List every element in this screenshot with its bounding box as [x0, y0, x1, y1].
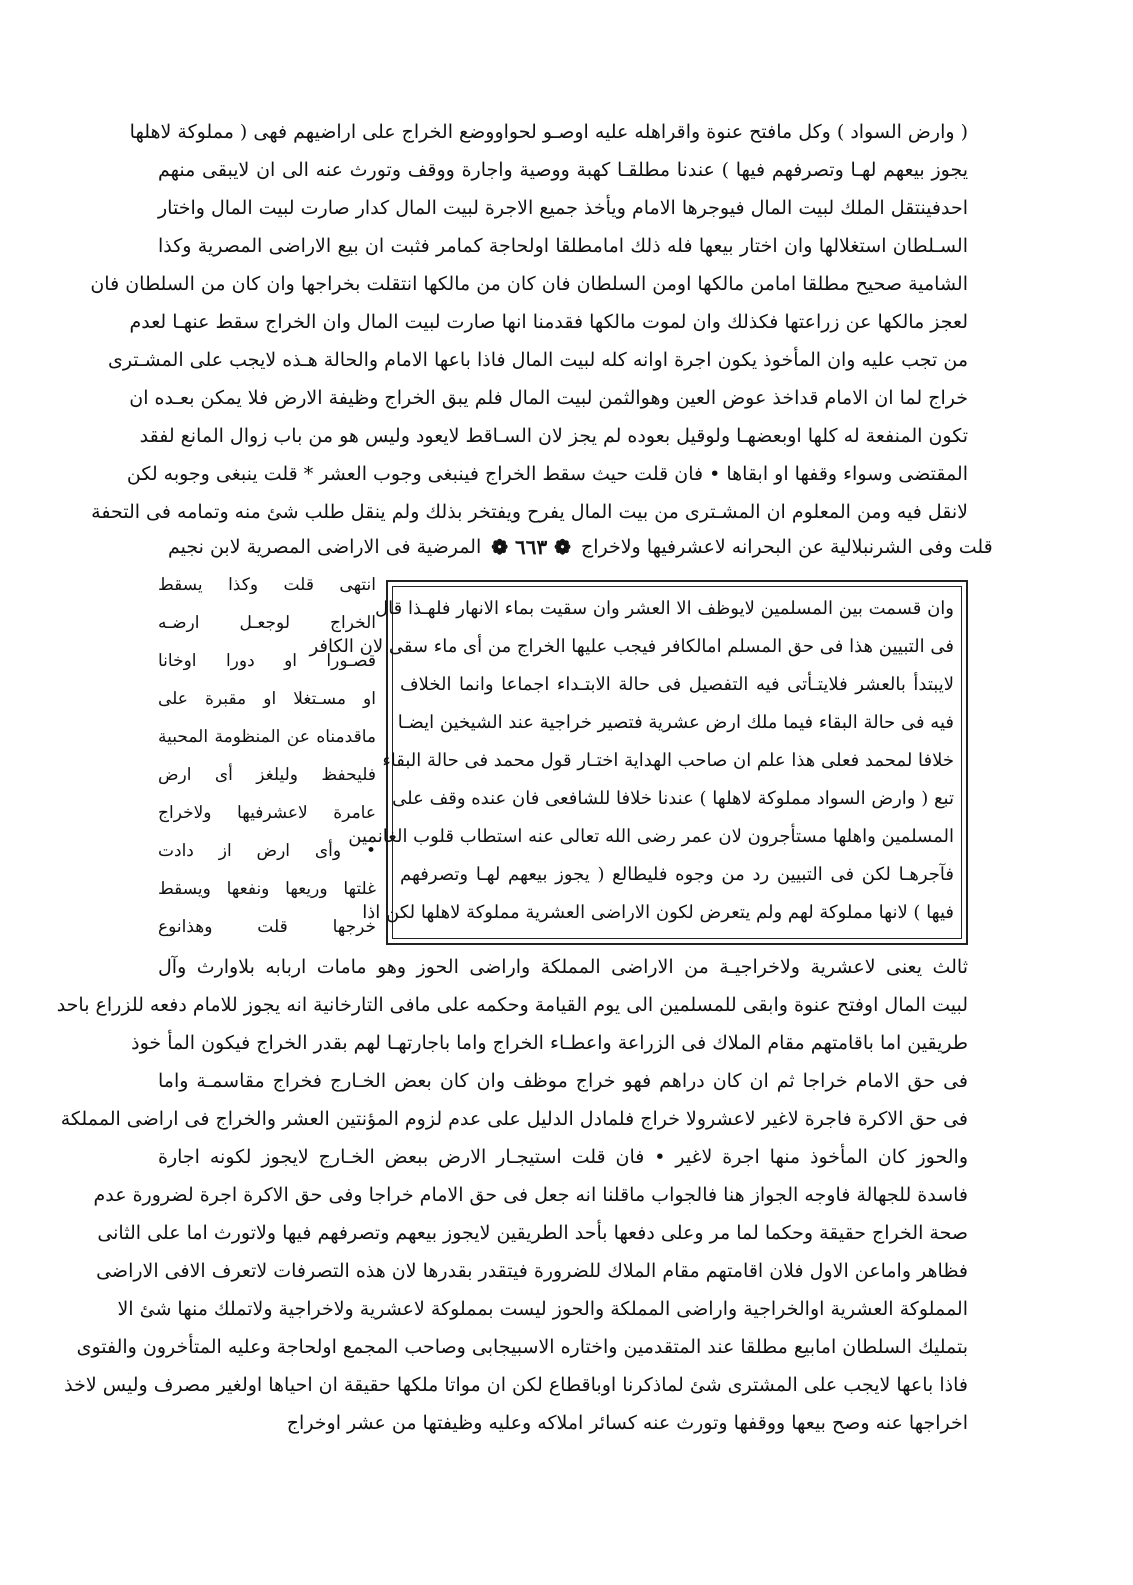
main-text-line: خراج لما ان الامام قداخذ عوض العين وهوالثمن لبيت المال فلم يبق الخراج وظيفة الارض فلا يمكن بعـده ان — [129, 387, 968, 409]
main-text-line: السـلطان استغلالها وان اختار بيعها فله ذلك امامطلقا اولحاجة كمامر فثبت ان بيع الاراضى المصرية وكذا — [158, 235, 968, 257]
main-text-line: المقتضى وسواء وقفها او ابقاها • فان قلت حيث سقط الخراج فينبغى وجوب العشر * قلت ينبغى وجوبه لكن — [126, 463, 968, 485]
page-number — [481, 530, 581, 564]
ornament-icon: ❁ — [547, 535, 571, 559]
main-text-line: والحوز كان المأخوذ منها اجرة لاغير • فان قلت استيجـار الارض ببعض الخـارج لايجوز لكونه اجارة — [158, 1146, 968, 1168]
side-text-line: خرجها قلت وهذانوع — [158, 917, 376, 937]
main-text-line: لبيت المال اوفتح عنوة وابقى للمسلمين الى يوم القيامة وحكمه على مافى التارخانية انه يجوز للامام دفعه للزراع باحد — [56, 994, 968, 1016]
side-text-line: انتهى قلت وكذا يسقط — [158, 575, 376, 595]
main-text-line: فظاهر واماعن الاول فلان اقامتهم مقام الملاك للضرورة فيتقدر بقدرها لان هذه التصرفات لاتعرف الافى الاراضى — [96, 1260, 968, 1282]
gloss-text-line: فيها ) لانها مملوكة لهم ولم يتعرض لكون الاراضى العشرية مملوكة لاهلها لكن اذا — [362, 902, 954, 923]
gloss-text-line: تبع ( وارض السواد مملوكة لاهلها ) عندنا خلافا للشافعى فان عنده وقف على — [392, 788, 954, 809]
main-text-line: الشامية صحيح مطلقا امامن مالكها اومن السلطان فان كان من مالكها انتقلت بخراجها وان كان من السلطان فان — [90, 273, 968, 295]
main-text-line: احدفينتقل الملك لبيت المال فيوجرها الامام ويأخذ جميع الاجرة لبيت المال كدار صارت لبيت المال واختار — [158, 197, 968, 219]
gloss-text-line: فى التبيين هذا فى حق المسلم امالكافر فيجب عليها الخراج من أى ماء سقى لان الكافر — [309, 636, 954, 657]
page-number-value: ٦٦٣ — [514, 535, 548, 559]
ornament-icon: ❁ — [491, 535, 515, 559]
side-text-line: الخراج لوجعـل ارضـه — [158, 613, 376, 633]
main-text-line: فاذا باعها لايجب على المشترى شئ لماذكرنا اوباقطاع لكن ان مواتا ملكها حقيقة ان احياها اولغير مصرف وليس لاخذ — [64, 1374, 968, 1396]
main-text-line: المملوكة العشرية اوالخراجية واراضى المملكة والحوز ليست بمملوكة لاعشرية ولاخراجية ولاتملك منها شئ الا — [117, 1298, 968, 1320]
main-text-line: من تجب عليه وان المأخوذ يكون اجرة اوانه كله لبيت المال فاذا باعها الامام والحالة هـذه لايجب على المشـترى — [107, 349, 968, 371]
gloss-text-line: المسلمين واهلها مستأجرون لان عمر رضى الله تعالى عنه استطاب قلوب الغانمين — [348, 826, 954, 847]
page-number-line — [158, 530, 993, 566]
main-text-line: لعجز مالكها عن زراعتها فكذلك وان لموت مالكها فقدمنا انها صارت لبيت المال وان الخراج سقط عنهـا لعدم — [129, 311, 968, 333]
main-text-line: بتمليك السلطان امابيع مطلقا عند المتقدمين واختاره الاسبيجابى وصاحب المجمع اولحاجة وعليه المتأخرون والفتوى — [76, 1336, 968, 1358]
main-text-line: يجوز بيعهم لهـا وتصرفهم فيها ) عندنا مطلقـا كهبة ووصية واجارة ووقف وتورث عنه الى ان لايبقى منهم — [158, 159, 968, 181]
main-text-line: فى حق الاكرة فاجرة لاغير لاعشرولا خراج فلمادل الدليل على عدم لزوم المؤنتين العشر والخراج فى اراضى المملكة — [60, 1108, 968, 1130]
gloss-text-line: خلافا لمحمد فعلى هذا علم ان صاحب الهداية اختـار قول محمد فى حالة البقاء — [382, 750, 954, 771]
gloss-text-line: وان قسمت بين المسلمين لايوظف الا العشر وان سقيت بماء الانهار فلهـذا قال — [375, 598, 954, 619]
main-text-line: تكون المنفعة له كلها اوبعضهـا ولوقيل بعوده لم يجز لان السـاقط لايعود وليس هو من باب زوال المانع لفقد — [139, 425, 968, 447]
main-text-line: فى حق الامام خراجا ثم ان كان دراهم فهو خراج موظف وان كان بعض الخـارج فخراج مقاسمـة واما — [158, 1070, 968, 1092]
main-text-line: فاسدة للجهالة فاوجه الجواز هنا فالجواب ماقلنا انه جعل فى حق الامام خراجا وفى حق الاكرة اجرة لضرورة عدم — [93, 1184, 968, 1206]
side-text-line: • وأى ارض از دادت — [158, 841, 376, 861]
main-text-line: لانقل فيه ومن المعلوم ان المشـترى من بيت المال يفرح ويفتخر بذلك ولم ينقل طلب شئ منه وتمامه فى التحفة — [91, 501, 968, 523]
main-text-line: صحة الخراج حقيقة وحكما لما مر وعلى دفعها بأحد الطريقين لايجوز بيعهم وتصرفهم فيها ولاتورث اما على الثانى — [97, 1222, 968, 1244]
main-text-line: ( وارض السواد ) وكل مافتح عنوة واقراهله عليه اوصـو لحواووضع الخراج على اراضيهم فهى ( مملوكة لاهلها — [129, 121, 968, 143]
side-text-line: غلتها وريعها ونفعها ويسقط — [158, 879, 376, 899]
main-text-line: طريقين اما باقامتهم مقام الملاك فى الزراعة واعطـاء الخراج واما باجارتهـا لهم بقدر الخراج فيكون المأ خوذ — [131, 1032, 968, 1054]
gloss-text-line: فآجرهـا لكن فى التبيين رد من وجوه فليطالع ( يجوز بيعهم لهـا وتصرفهم — [400, 864, 954, 885]
main-text-line: ثالث يعنى لاعشرية ولاخراجيـة من الاراضى المملكة واراضى الحوز وهو مامات اربابه بلاوارث وآل — [158, 956, 968, 978]
main-text-line: اخراجها عنه وصح بيعها ووقفها وتورث عنه كسائر املاكه وعليه وظيفتها من عشر اوخراج — [286, 1412, 968, 1434]
side-text-line: فليحفظ وليلغز أى ارض — [158, 765, 376, 785]
side-text-line: ماقدمناه عن المنظومة المحبية — [158, 727, 376, 747]
gloss-text-line: لايبتدأ بالعشر فلايتـأتى فيه التفصيل فى حالة الابتـداء اجماعا وانما الخلاف — [400, 674, 954, 695]
header-text-left: قلت وفى الشرنبلالية عن البحرانه لاعشرفيها ولاخراج — [580, 536, 993, 558]
side-text-line: عامرة لاعشرفيها ولاخراج — [158, 803, 376, 823]
header-text-right: المرضية فى الاراضى المصرية لابن نجيم — [168, 536, 482, 558]
side-text-line: قصـورا او دورا اوخانا — [158, 651, 376, 671]
gloss-text-line: فيه فى حالة البقاء فيما ملك ارض عشرية فتصير خراجية عند الشيخين ايضـا — [397, 712, 954, 733]
side-text-line: او مسـتغلا او مقبرة على — [158, 689, 376, 709]
